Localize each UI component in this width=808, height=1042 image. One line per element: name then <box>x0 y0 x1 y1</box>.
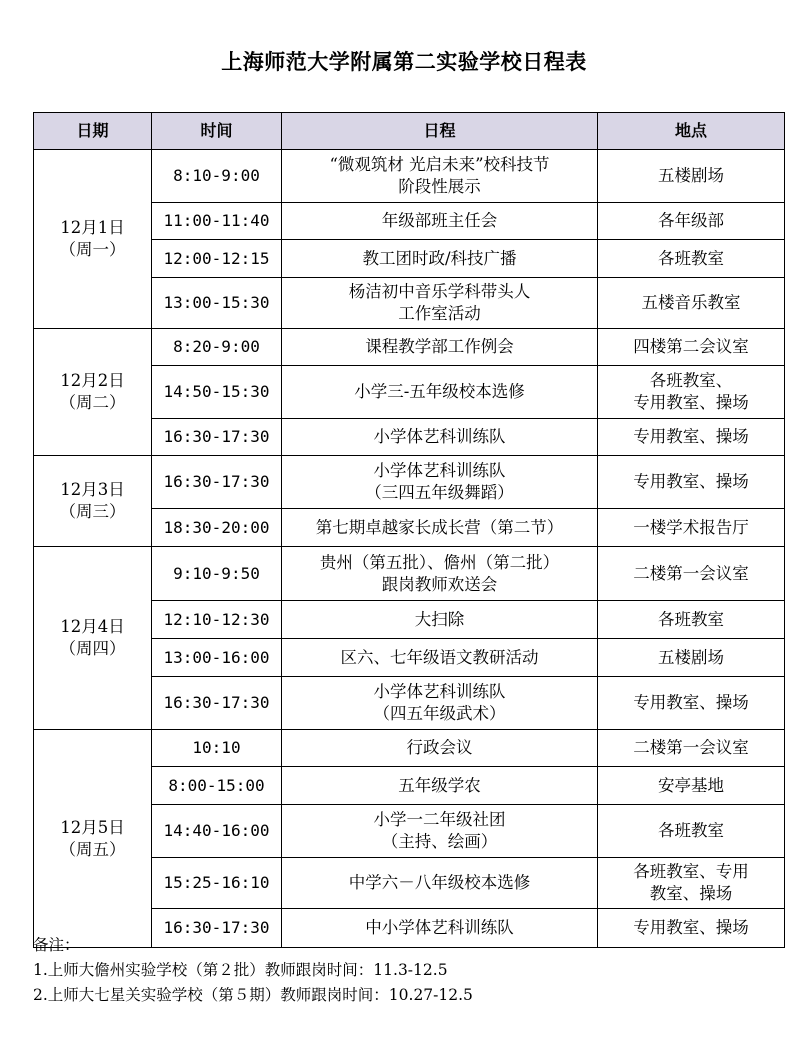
date-text: 12月1日 <box>60 218 125 237</box>
event-cell <box>282 547 598 601</box>
place-line: 专用教室、操场 <box>633 472 749 491</box>
time-cell: 12:00-12:15 <box>152 240 282 278</box>
time-cell: 16:30-17:30 <box>152 419 282 456</box>
place-line: 专用教室、操场 <box>633 918 749 937</box>
date-text: 12月3日 <box>60 480 125 499</box>
table-row <box>34 150 785 203</box>
event-line: （四五年级武术） <box>373 704 506 723</box>
event-line: 年级部班主任会 <box>381 211 498 230</box>
time-cell: 13:00-16:00 <box>152 639 282 677</box>
place-cell <box>598 547 785 601</box>
time-cell: 18:30-20:00 <box>152 509 282 547</box>
weekday-text: （周五） <box>59 839 126 859</box>
table-row <box>34 456 785 509</box>
place-cell <box>598 805 785 858</box>
time-cell: 8:00-15:00 <box>152 767 282 805</box>
place-cell <box>598 456 785 509</box>
weekday-text: （周二） <box>59 393 126 412</box>
weekday-text: （周三） <box>59 502 126 521</box>
event-cell <box>282 767 598 805</box>
place-cell <box>598 601 785 639</box>
event-line: 中学六－八年级校本选修 <box>348 873 531 892</box>
place-cell <box>598 203 785 240</box>
event-line: 跟岗教师欢送会 <box>381 574 498 594</box>
time-cell: 8:20-9:00 <box>152 329 282 366</box>
place-cell <box>598 329 785 366</box>
place-cell <box>598 509 785 547</box>
event-line: 五年级学农 <box>398 775 481 795</box>
event-line: “微观筑材 光启未来”校科技节 <box>329 155 550 174</box>
event-cell <box>282 805 598 858</box>
time-cell: 12:10-12:30 <box>152 601 282 639</box>
time-cell: 8:10-9:00 <box>152 150 282 203</box>
schedule-table <box>33 112 785 948</box>
time-cell: 16:30-17:30 <box>152 909 282 948</box>
event-line: 区六、七年级语文教研活动 <box>340 647 539 667</box>
place-line: 二楼第一会议室 <box>633 738 749 757</box>
event-line: 小学一二年级社团 <box>373 810 506 829</box>
date-cell <box>34 547 152 730</box>
event-line: 小学体艺科训练队 <box>373 461 506 480</box>
event-cell <box>282 329 598 366</box>
time-cell: 14:50-15:30 <box>152 366 282 419</box>
weekday-text: （周四） <box>59 639 126 658</box>
place-line: 各班教室 <box>658 609 724 629</box>
place-cell <box>598 150 785 203</box>
place-line: 各班教室、专用 <box>633 862 749 881</box>
event-line: 课程教学部工作例会 <box>365 337 514 356</box>
header-row <box>34 113 785 150</box>
event-line: 第七期卓越家长成长营（第二节） <box>315 517 564 537</box>
date-text: 12月2日 <box>60 371 125 390</box>
place-cell <box>598 767 785 805</box>
event-cell <box>282 639 598 677</box>
event-cell <box>282 601 598 639</box>
time-cell: 9:10-9:50 <box>152 547 282 601</box>
event-cell <box>282 203 598 240</box>
place-cell <box>598 677 785 730</box>
event-line: 贵州（第五批）、儋州（第二批） <box>319 552 560 572</box>
place-cell <box>598 858 785 909</box>
header-event: 日程 <box>282 113 598 150</box>
place-line: 安亭基地 <box>658 775 724 795</box>
place-cell <box>598 278 785 329</box>
event-cell <box>282 456 598 509</box>
event-line: （三四五年级舞蹈） <box>365 483 514 502</box>
time-cell: 16:30-17:30 <box>152 677 282 730</box>
place-cell <box>598 639 785 677</box>
event-line: 小学三-五年级校本选修 <box>354 382 525 401</box>
header-time: 时间 <box>152 113 282 150</box>
notes-label: 备注： <box>33 936 80 954</box>
event-cell <box>282 677 598 730</box>
event-cell <box>282 509 598 547</box>
event-line: 中小学体艺科训练队 <box>365 918 514 937</box>
date-cell <box>34 150 152 329</box>
event-line: 工作室活动 <box>398 304 481 323</box>
header-place: 地点 <box>598 113 785 150</box>
place-line: 教室、操场 <box>649 884 733 903</box>
place-line: 各班教室 <box>658 248 724 268</box>
date-cell <box>34 730 152 948</box>
event-line: 小学体艺科训练队 <box>373 682 506 701</box>
place-line: 一楼学术报告厅 <box>633 517 749 537</box>
place-line: 五楼音乐教室 <box>641 293 741 312</box>
place-line: 专用教室、操场 <box>633 393 749 412</box>
table-row <box>34 547 785 601</box>
date-text: 12月5日 <box>60 817 125 837</box>
place-cell <box>598 240 785 278</box>
place-cell <box>598 366 785 419</box>
event-line: 杨洁初中音乐学科带头人 <box>348 282 531 301</box>
time-cell: 16:30-17:30 <box>152 456 282 509</box>
event-cell <box>282 858 598 909</box>
place-cell <box>598 909 785 948</box>
event-line: 行政会议 <box>406 738 473 757</box>
event-cell <box>282 150 598 203</box>
event-cell <box>282 366 598 419</box>
place-line: 五楼剧场 <box>658 647 724 667</box>
place-line: 各年级部 <box>658 211 724 230</box>
event-cell <box>282 278 598 329</box>
place-line: 各班教室、 <box>649 371 733 390</box>
note-item: 1.上师大儋州实验学校（第２批）教师跟岗时间：11.3-12.5 <box>33 961 448 979</box>
header-date: 日期 <box>34 113 152 150</box>
table-row <box>34 329 785 366</box>
notes <box>33 933 473 1008</box>
date-text: 12月4日 <box>60 617 125 636</box>
place-line: 五楼剧场 <box>658 166 724 185</box>
event-line: 教工团时政/科技广播 <box>362 248 517 268</box>
table-row <box>34 730 785 767</box>
time-cell: 11:00-11:40 <box>152 203 282 240</box>
place-line: 四楼第二会议室 <box>633 337 749 356</box>
schedule-body <box>34 150 785 948</box>
place-line: 专用教室、操场 <box>633 693 749 712</box>
event-line: 阶段性展示 <box>398 177 481 196</box>
event-cell <box>282 419 598 456</box>
event-line: 大扫除 <box>414 609 465 629</box>
time-cell: 15:25-16:10 <box>152 858 282 909</box>
date-cell <box>34 329 152 456</box>
time-cell: 14:40-16:00 <box>152 805 282 858</box>
place-cell <box>598 730 785 767</box>
time-cell: 13:00-15:30 <box>152 278 282 329</box>
time-cell: 10:10 <box>152 730 282 767</box>
note-item: 2.上师大七星关实验学校（第５期）教师跟岗时间：10.27-12.5 <box>33 986 473 1004</box>
event-cell <box>282 730 598 767</box>
place-line: 二楼第一会议室 <box>633 563 749 583</box>
page-title: 上海师范大学附属第二实验学校日程表 <box>221 50 587 74</box>
place-cell <box>598 419 785 456</box>
event-line: 小学体艺科训练队 <box>373 427 506 446</box>
date-cell <box>34 456 152 547</box>
place-line: 各班教室 <box>658 821 724 840</box>
weekday-text: （周一） <box>59 240 126 259</box>
event-cell <box>282 240 598 278</box>
place-line: 专用教室、操场 <box>633 427 749 446</box>
event-line: （主持、绘画） <box>381 832 498 851</box>
